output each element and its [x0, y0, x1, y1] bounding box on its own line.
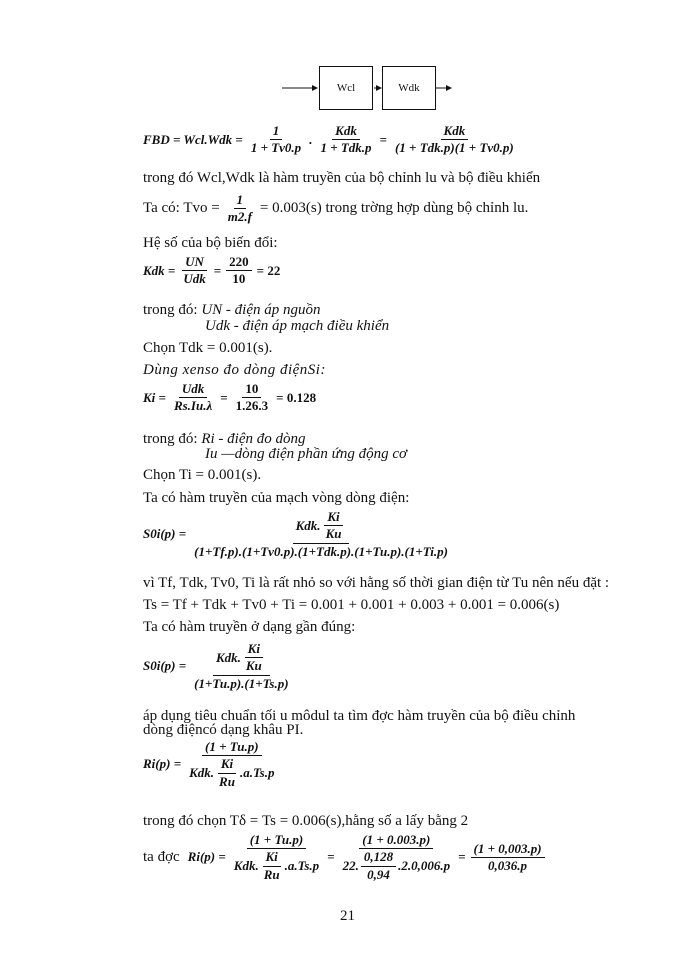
text-line: trong đó chọn Tδ = Ts = 0.006(s),hằng số a lấy bằng 2 [143, 813, 469, 829]
block-wcl: Wcl [319, 66, 373, 110]
text-trong-do-2b: Udk - điện áp mạch điều khiển [205, 318, 390, 334]
text-line: Chọn Tdk = 0.001(s). [143, 340, 273, 356]
fraction: $\frac{\text{Udk}}{Rs.Iu.\lambda}$ [173, 381, 213, 414]
text-line: vì Tf, Tdk, Tv0, Ti là rất nhỏ so với hằng số thời gian điện từ Tu nên nếu đặt : [143, 575, 610, 591]
fraction: Kdk. $\frac{Ki}{Ku}$ (1+Tf.p).(1+Tv0.p).(1+Tdk.p).(1+Tu.p).(1+Ti.p) [194, 509, 448, 559]
text-line: Ta có hàm truyền ở dạng gần đúng: [143, 619, 356, 635]
text-trong-do-3: trong đó: Ri - điện đo dòng [143, 431, 306, 447]
equation-s0i-approx: S0i(p) = Kdk. $\frac{Ki}{Ku}$ (1+Tu.p).(1+Ts.p) [143, 642, 294, 691]
fraction: $\frac{UN}{\text{Udk}}$ [183, 254, 206, 287]
fraction: $\frac{\text{Kdk}}{\text{(1 + Tdk.p)(1 + Tv0.p)}}$ [394, 123, 514, 156]
equation-s0i: S0i(p) = Kdk. $\frac{Ki}{Ku}$ (1+Tf.p).(1+Tv0.p).(1+Tdk.p).(1+Tu.p).(1+Ti.p) [143, 510, 453, 559]
equation-ri: Ri(p) = (1 + Tu.p) Kdk. $\frac{Ki}{Ru}$ .a.Ts.p [143, 740, 280, 789]
fraction: $\frac{220}{10}$ [226, 255, 252, 287]
fraction: (1 + Tu.p) Kdk. $\frac{Ki}{Ru}$ .a.Ts.p [233, 832, 320, 882]
text-line: Chọn Ti = 0.001(s). [143, 467, 262, 483]
block-wdk: Wdk [382, 66, 436, 110]
fraction: $\frac{(1 + 0,003.p)}{0,036.p}$ [471, 842, 545, 874]
fraction: Kdk. $\frac{Ki}{Ku}$ (1+Tu.p).(1+Ts.p) [194, 641, 289, 691]
equation-final: ta đợc Ri(p) = (1 + Tu.p) Kdk. $\frac{Ki}{Ru}$ .a.Ts.p = (1 + 0.003.p) 22. $\frac{0,128}{0,94}$ .2.0,006.p = $\frac{(1 + 0,003.p)}{0,036.p}$ [143, 833, 547, 882]
text-line: trong đó Wcl,Wdk là hàm truyền của bộ chỉnh lu và bộ điều khiển [143, 170, 541, 186]
text-trong-do-2: trong đó: UN - điện áp nguồn [143, 302, 321, 318]
heading-xenso: Dùng xenso đo dòng điệnSi: [143, 362, 326, 378]
equation-ki: Ki = $\frac{\text{Udk}}{Rs.Iu.\lambda}$ = $\frac{10}{1.26.3}$ = 0.128 [143, 381, 317, 414]
text-line: Hệ số của bộ biến đổi: [143, 235, 278, 251]
fraction: (1 + 0.003.p) 22. $\frac{0,128}{0,94}$ .2.0,006.p [342, 832, 451, 882]
fraction: $\frac{10}{1.26.3}$ [235, 381, 269, 414]
text-trong-do-3b: Iu —dòng điện phần ứng động cơ [205, 446, 408, 462]
equation-kdk: Kdk = $\frac{UN}{\text{Udk}}$ = $\frac{220}{10}$ = 22 [143, 254, 281, 287]
fraction: $\frac{\text{Kdk}}{\text{1 + Tdk.p}}$ [320, 123, 372, 156]
text-tvo: Ta có: Tvo = $\frac{1}{m2.f}$ = 0.003(s) trong trờng hợp dùng bộ chỉnh lu. [143, 192, 529, 225]
page-number: 21 [340, 908, 355, 924]
fraction: $\frac{1}{1 + Tv0.p}$ [250, 123, 302, 156]
block-diagram [282, 66, 452, 110]
equation-fbd: FBD = Wcl.Wdk = $\frac{1}{1 + Tv0.p}$ . $\frac{\text{Kdk}}{\text{1 + Tdk.p}}$ = $\frac{\text{Kdk}}{\text{(1 + Tdk.p)(1 + Tv0.p)}}$ [143, 124, 519, 156]
fraction: (1 + Tu.p) Kdk. $\frac{Ki}{Ru}$ .a.Ts.p [189, 739, 275, 789]
text-line: áp dụng tiêu chuẩn tối u môdul ta tìm đợc hàm truyền của bộ điều chỉnh [143, 708, 576, 724]
fraction: $\frac{1}{m2.f}$ [227, 192, 252, 225]
text-line: dòng điệncó dạng khâu PI. [143, 722, 304, 738]
text-line: Ta có hàm truyền của mạch vòng dòng điện: [143, 490, 410, 506]
text-line: Ts = Tf + Tdk + Tv0 + Ti = 0.001 + 0.001 + 0.003 + 0.001 = 0.006(s) [143, 597, 560, 613]
